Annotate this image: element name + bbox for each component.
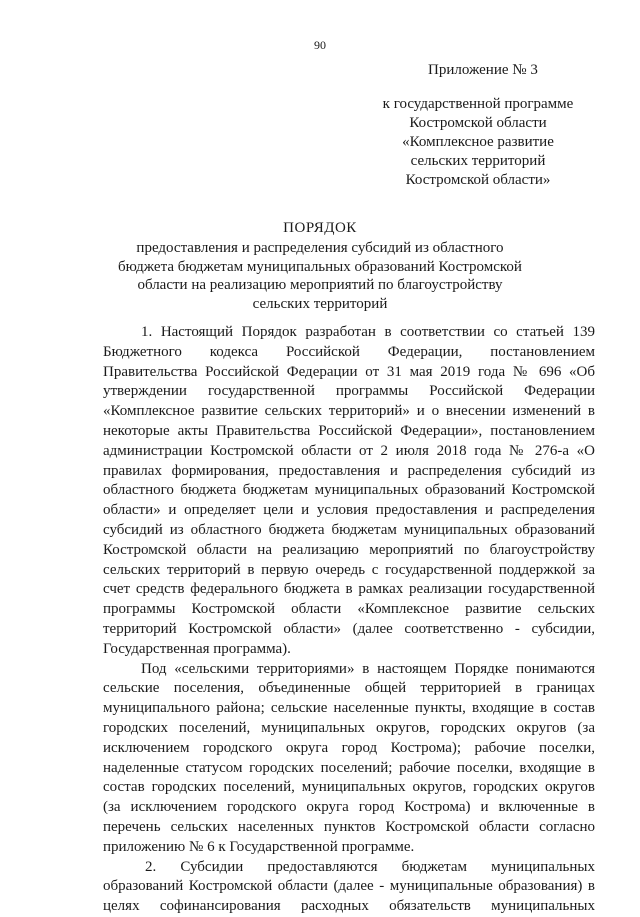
body-line: 1. Настоящий Порядок разработан в соответствии со статьей 139 [141, 324, 595, 340]
subtitle-line: области на реализацию мероприятий по благоустройству [137, 277, 503, 293]
subtitle-line: предоставления и распределения субсидий из областного [136, 240, 504, 256]
body-line: городских поселений, муниципальных округов, городских округов (за [103, 719, 595, 736]
body-line: Костромской области на реализацию мероприятий по благоустройству [103, 541, 595, 558]
body-line: программы Костромской области «Комплексное развитие сельских [103, 601, 595, 618]
document-subtitle [0, 239, 640, 313]
appendix-reference-line: Костромской области» [405, 172, 551, 188]
body-line: некоторые акты Правительства Российской Федерации», постановлением [103, 422, 595, 439]
body-line: сельские поселения, объединенные общей территорией в границах [103, 680, 595, 697]
appendix-reference-line: «Комплексное развитие [402, 134, 554, 150]
document-body [103, 323, 595, 917]
body-line: территорий Костромской области» (далее соответственно - субсидии, [103, 620, 595, 637]
body-line: областного бюджета бюджетам муниципальных образований Костромской [103, 482, 595, 499]
body-line: субсидий из областного бюджета бюджетам муниципальных образований [103, 521, 595, 538]
body-line: области» и определяет цели и условия предоставления и распределения [103, 502, 595, 519]
appendix-title: Приложение № 3 [428, 62, 538, 78]
appendix-reference-line: сельских территорий [410, 153, 546, 169]
appendix-reference [372, 95, 584, 190]
body-line: Бюджетного кодекса Российской Федерации, постановлением [103, 343, 595, 360]
body-line: Под «сельскими территориями» в настоящем Порядке понимаются [141, 660, 595, 677]
subtitle-line: сельских территорий [252, 295, 388, 312]
subtitle-line: бюджета бюджетам муниципальных образований Костромской [118, 258, 522, 275]
body-line: образований Костромской области (далее - муниципальные образования) в [103, 878, 595, 895]
body-line: наделенные статусом городских поселений; рабочие поселки, входящие в [103, 759, 595, 776]
appendix-reference-line: к государственной программе [382, 96, 574, 112]
page-number: 90 [314, 38, 326, 52]
body-line: администрации Костромской области от 2 июля 2018 года № 276-а «О [103, 442, 595, 459]
body-line: сельских территорий в первую очередь с государственной поддержкой за [103, 561, 595, 578]
body-line: целях софинансирования расходных обязательств муниципальных [103, 898, 595, 915]
body-line: исключением городского округа город Кострома); рабочие поселки, [103, 739, 595, 756]
body-line: 2. Субсидии предоставляются бюджетам муниципальных [145, 858, 595, 875]
body-line: «Комплексное развитие сельских территорий» и о внесении изменений в [103, 403, 595, 420]
appendix-reference-line: Костромской области [409, 115, 547, 131]
body-line: приложению № 6 к Государственной программе. [103, 838, 415, 855]
body-line: Правительства Российской Федерации от 31 мая 2019 года № 696 «Об [103, 363, 595, 380]
body-line: состав городских поселений, муниципальных округов, городских округов [103, 779, 595, 796]
body-line: правилах формирования, предоставления и распределения субсидий из [103, 462, 595, 479]
body-line: утверждении государственной программы Российской Федерации [103, 383, 595, 400]
body-line: перечень сельских населенных пунктов Костромской области согласно [103, 818, 595, 835]
body-line: муниципального района; сельские населенные пункты, входящие в состав [103, 700, 595, 717]
document-title: ПОРЯДОК [283, 220, 357, 236]
body-line: Государственная программа). [103, 640, 291, 657]
body-line: (за исключением городского округа город Кострома) и включенные в [103, 799, 595, 816]
body-line: счет средств федерального бюджета в рамках реализации государственной [103, 581, 595, 598]
